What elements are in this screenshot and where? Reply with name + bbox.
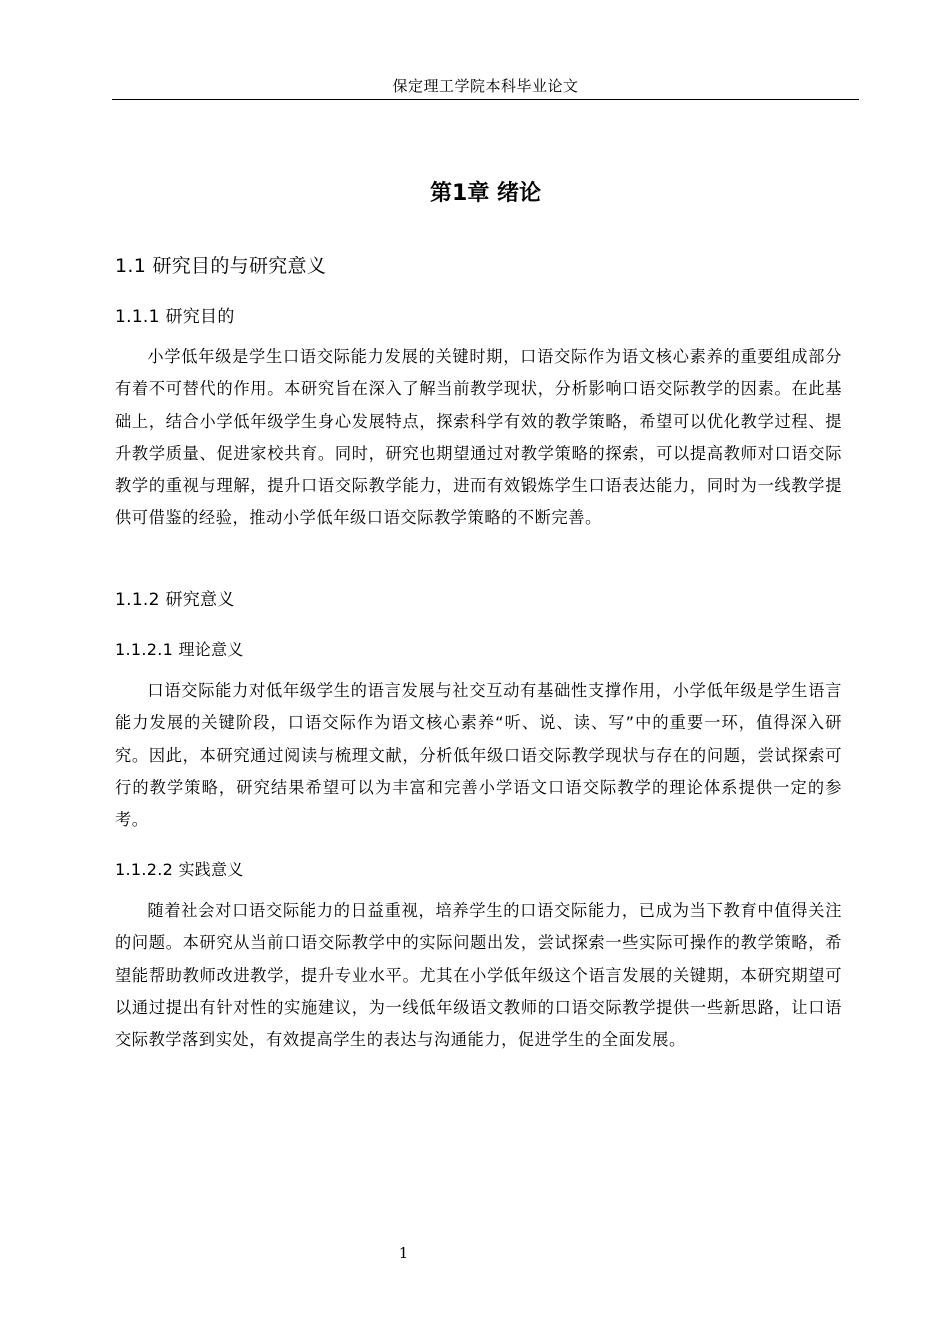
paragraph-theoretical-significance: 口语交际能力对低年级学生的语言发展与社交互动有基础性支撑作用，小学低年级是学生语言能力发展的关键阶段，口语交际作为语文核心素养“听、说、读、写”中的重要一环，值得深入研究。因此，本研究通过阅读与梳理文献，分析低年级口语交际教学现状与存在的问题，尝试探索可行的教学策略，研究结果希望可以为丰富和完善小学语文口语交际教学的理论体系提供一定的参考。 xyxy=(115,681,842,830)
section-heading-1-1-2: 1.1.2 研究意义 xyxy=(115,590,235,610)
chapter-title: 第1章 绪论 xyxy=(430,181,541,206)
section-heading-1-1-2-1: 1.1.2.1 理论意义 xyxy=(115,640,244,659)
section-heading-1-1: 1.1 研究目的与研究意义 xyxy=(115,255,327,277)
section-heading-1-1-1: 1.1.1 研究目的 xyxy=(115,307,235,327)
running-header: 保定理工学院本科毕业论文 xyxy=(392,77,579,95)
page-number: 1 xyxy=(398,1244,409,1262)
section-heading-1-1-2-2: 1.1.2.2 实践意义 xyxy=(115,860,244,879)
paragraph-research-purpose: 小学低年级是学生口语交际能力发展的关键时期，口语交际作为语文核心素养的重要组成部分有着不可替代的作用。本研究旨在深入了解当前教学现状，分析影响口语交际教学的因素。在此基础上，结合小学低年级学生身心发展特点，探索科学有效的教学策略，希望可以优化教学过程、提升教学质量、促进家校共育。同时，研究也期望通过对教学策略的探索，可以提高教师对口语交际教学的重视与理解，提升口语交际教学能力，进而有效锻炼学生口语表达能力，同时为一线教学提供可借鉴的经验，推动小学低年级口语交际教学策略的不断完善。 xyxy=(115,347,842,528)
header-rule xyxy=(112,99,859,100)
paragraph-practical-significance: 随着社会对口语交际能力的日益重视，培养学生的口语交际能力，已成为当下教育中值得关注的问题。本研究从当前口语交际教学中的实际问题出发，尝试探索一些实际可操作的教学策略，希望能帮助教师改进教学，提升专业水平。尤其在小学低年级这个语言发展的关键期，本研究期望可以通过提出有针对性的实施建议，为一线低年级语文教师的口语交际教学提供一些新思路，让口语交际教学落到实处，有效提高学生的表达与沟通能力，促进学生的全面发展。 xyxy=(115,901,842,1050)
